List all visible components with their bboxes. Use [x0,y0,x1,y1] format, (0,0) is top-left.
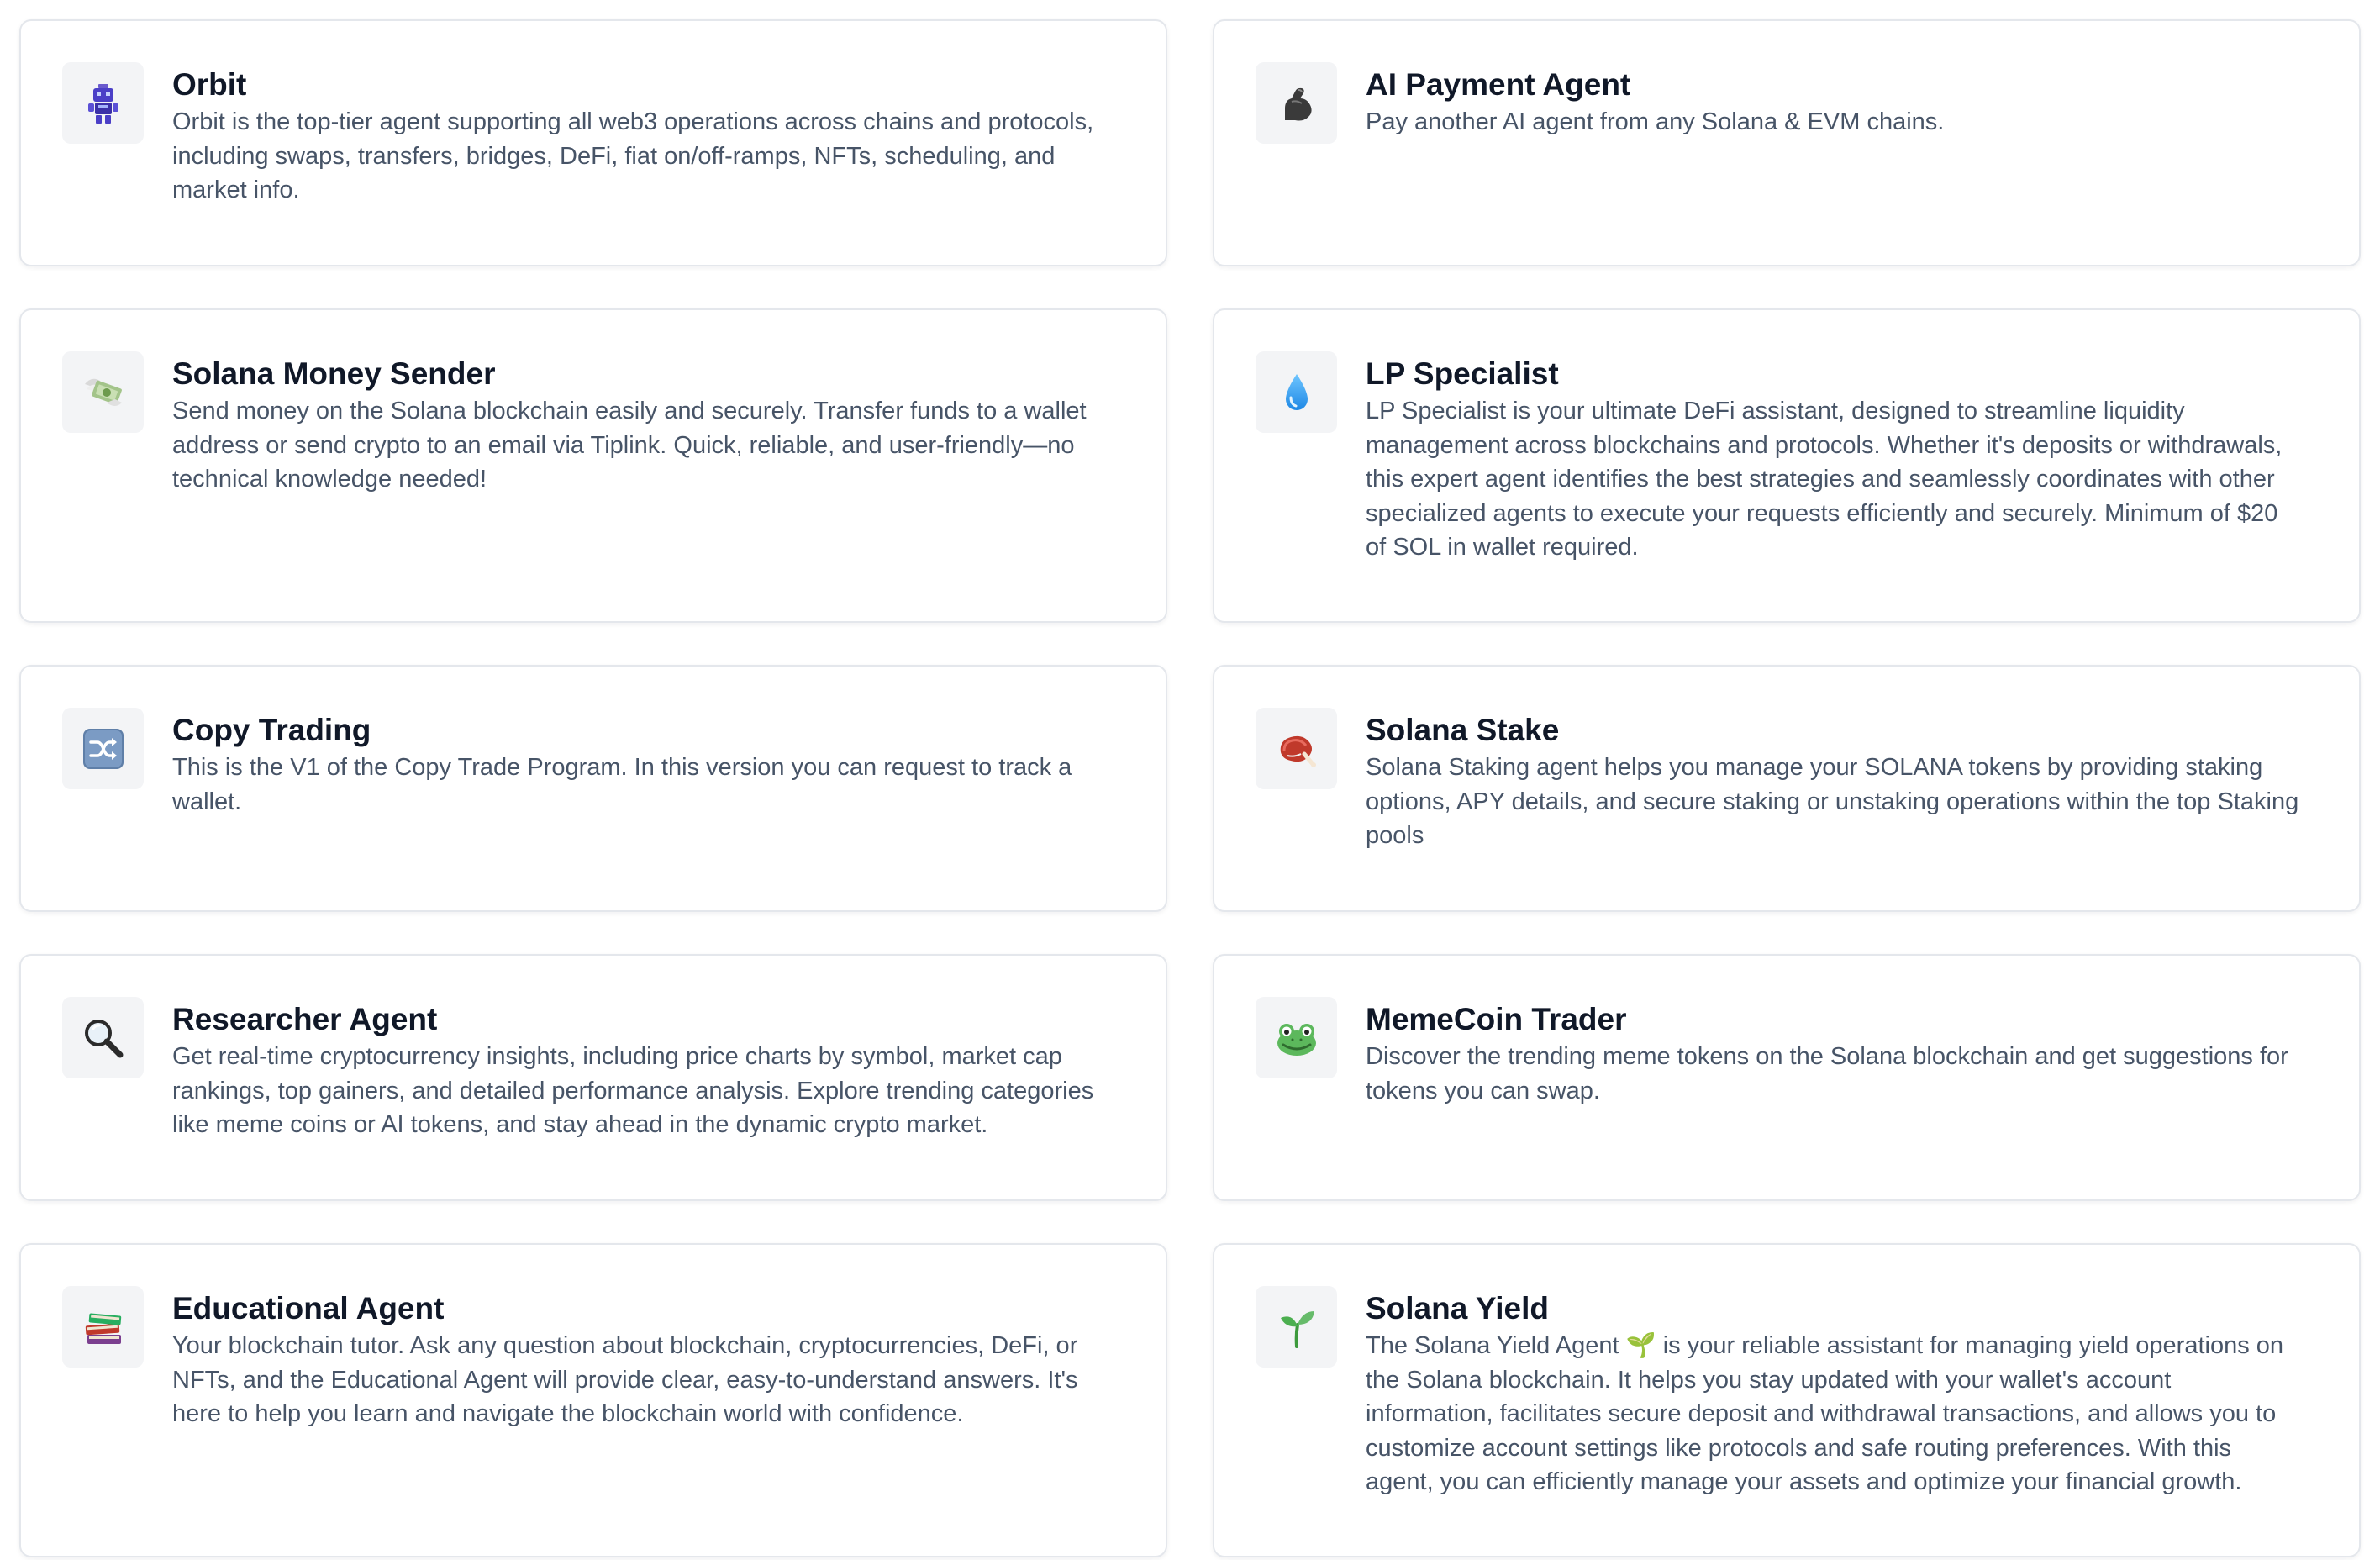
agent-card-researcher-agent[interactable] [19,954,1167,1201]
agent-title: AI Payment Agent [1366,67,1631,102]
agent-title: Educational Agent [172,1291,445,1325]
agent-card-solana-money-sender[interactable] [19,308,1167,623]
agent-card-memecoin-trader[interactable] [1213,954,2361,1201]
agent-title: Orbit [172,67,247,102]
frog-icon [1275,1020,1319,1057]
agent-title: Solana Yield [1366,1291,1549,1325]
steak-icon [1276,730,1318,767]
agent-icon-box [62,62,144,144]
agent-icon-box [1256,351,1337,433]
agent-card-ai-payment-agent[interactable] [1213,19,2361,266]
seedling-icon [1277,1306,1316,1348]
books-icon [82,1308,124,1347]
robot-icon [87,82,120,125]
agent-card-grid [19,19,2361,1557]
agent-description: Discover the trending meme tokens on the Solana blockchain and get suggestions for tokens you can swap. [1366,1043,2288,1104]
agent-card-copy-trading[interactable] [19,665,1167,912]
agent-title: LP Specialist [1366,356,1559,391]
agent-icon-box [62,1286,144,1368]
agent-description: This is the V1 of the Copy Trade Program. In this version you can request to track a wallet. [172,754,1072,815]
agent-icon-box [1256,708,1337,789]
shuffle-icon [82,728,124,770]
agent-icon-box [62,351,144,433]
agent-description: Your blockchain tutor. Ask any question about blockchain, cryptocurrencies, DeFi, or NFTs, and the Educational Agent will provide clear, easy-to-understand answers. It's here to help you learn and navigate the blockchain world with confidence. [172,1332,1078,1427]
agent-title: Solana Money Sender [172,356,496,391]
money-with-wings-icon [82,372,125,413]
agent-icon-box [1256,1286,1337,1368]
agent-description: LP Specialist is your ultimate DeFi assistant, designed to streamline liquidity management across blockchains and protocols. Whether it's deposits or withdrawals, this expert agent identifies the best strategies and seamlessly coordinates with other specialized agents to execute your requests efficiently and securely. Minimum of $20 of SOL in wallet required. [1366,398,2283,561]
agent-description: Orbit is the top-tier agent supporting all web3 operations across chains and protocols, including swaps, transfers, bridges, DeFi, fiat on/off-ramps, NFTs, scheduling, and market info. [172,108,1094,203]
agent-icon-box [62,708,144,789]
agent-card-educational-agent[interactable] [19,1243,1167,1557]
agent-title: Researcher Agent [172,1002,438,1036]
agent-description: Pay another AI agent from any Solana & EVM chains. [1366,108,1945,135]
agent-title: Copy Trading [172,713,371,747]
flexed-biceps-icon [1277,83,1317,124]
agent-title: MemeCoin Trader [1366,1002,1627,1036]
agent-description: The Solana Yield Agent 🌱 is your reliable assistant for managing yield operations on the Solana blockchain. It helps you stay updated with your wallet's account information, facilitates secure deposit and withdrawal transactions, and allows you to customize account settings like protocols and safe routing preferences. With this agent, you can efficiently manage your assets and optimize your financial growth. [1366,1332,2284,1495]
agent-description: Solana Staking agent helps you manage your SOLANA tokens by providing staking options, APY details, and secure staking or unstaking operations within the top Staking pools [1366,754,2299,849]
agent-card-orbit[interactable] [19,19,1167,266]
agent-icon-box [1256,62,1337,144]
magnifying-glass-icon [82,1017,124,1059]
agent-card-lp-specialist[interactable] [1213,308,2361,623]
agent-icon-box [1256,997,1337,1078]
agent-description: Send money on the Solana blockchain easily and securely. Transfer funds to a wallet address or send crypto to an email via Tiplink. Quick, reliable, and user-friendly—no technical knowledge needed! [172,398,1087,493]
agent-card-solana-stake[interactable] [1213,665,2361,912]
agent-title: Solana Stake [1366,713,1560,747]
agent-description: Get real-time cryptocurrency insights, including price charts by symbol, market cap rankings, top gainers, and detailed performance analysis. Explore trending categories like meme coins or AI tokens, and stay ahead in the dynamic crypto market. [172,1043,1094,1138]
droplet-icon [1282,372,1311,413]
agent-icon-box [62,997,144,1078]
agent-card-solana-yield[interactable] [1213,1243,2361,1557]
